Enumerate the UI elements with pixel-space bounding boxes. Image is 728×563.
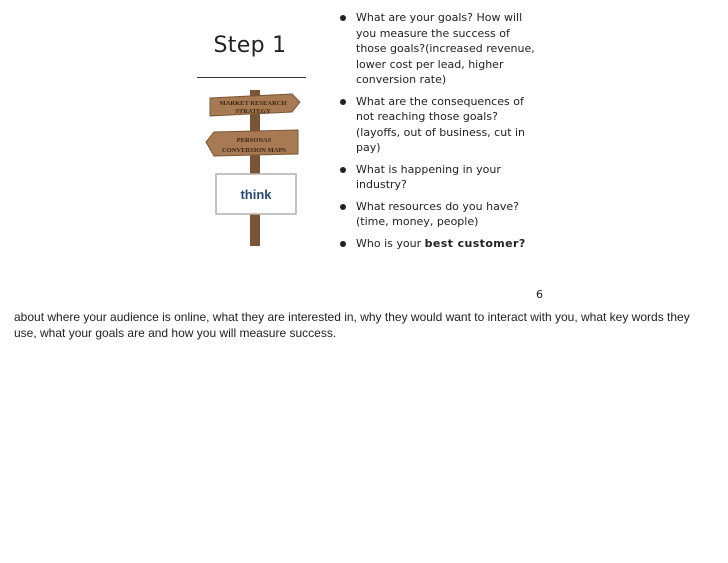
slide-title: Step 1 <box>213 33 287 58</box>
bullet-text: What are the consequences of not reaching those goals? (layoffs, out of business, cut in pay) <box>356 94 526 154</box>
bullet-icon <box>340 167 346 173</box>
bullet-text: What resources do you have? (time, money, people) <box>356 199 519 228</box>
bullet-text: Who is your <box>356 236 425 250</box>
bullet-item <box>340 199 540 230</box>
bullet-list <box>340 10 540 257</box>
page-number: 6 <box>536 288 543 301</box>
bullet-icon <box>340 15 346 21</box>
bullet-icon <box>340 99 346 105</box>
sign-personas-label: PERSONAS <box>236 137 272 144</box>
bullet-item <box>340 236 540 252</box>
bullet-bold-text: best customer? <box>424 236 526 250</box>
bullet-item <box>340 94 540 156</box>
bullet-text: What is happening in your industry? <box>356 162 501 191</box>
sign-strategy-label: STRATEGY <box>235 108 271 115</box>
title-underline <box>197 77 306 78</box>
speaker-notes: about where your audience is online, what they are interested in, why they would want to interact with you, what key words they use, what your goals are and how you will measure success. <box>14 310 690 340</box>
bullet-item <box>340 10 540 88</box>
think-board-label: think <box>240 187 272 202</box>
signpost-image <box>196 90 308 246</box>
sign-conversion-maps-label: CONVERSION MAPS <box>221 147 287 154</box>
bullet-item <box>340 162 540 193</box>
bullet-text: What are your goals? How will you measure the success of those goals?(increased revenue, lower cost per lead, higher conversion rate) <box>356 11 535 86</box>
bullet-icon <box>340 204 346 210</box>
bullet-icon <box>340 241 346 247</box>
sign-market-research-label: MARKET RESEARCH <box>219 100 287 107</box>
